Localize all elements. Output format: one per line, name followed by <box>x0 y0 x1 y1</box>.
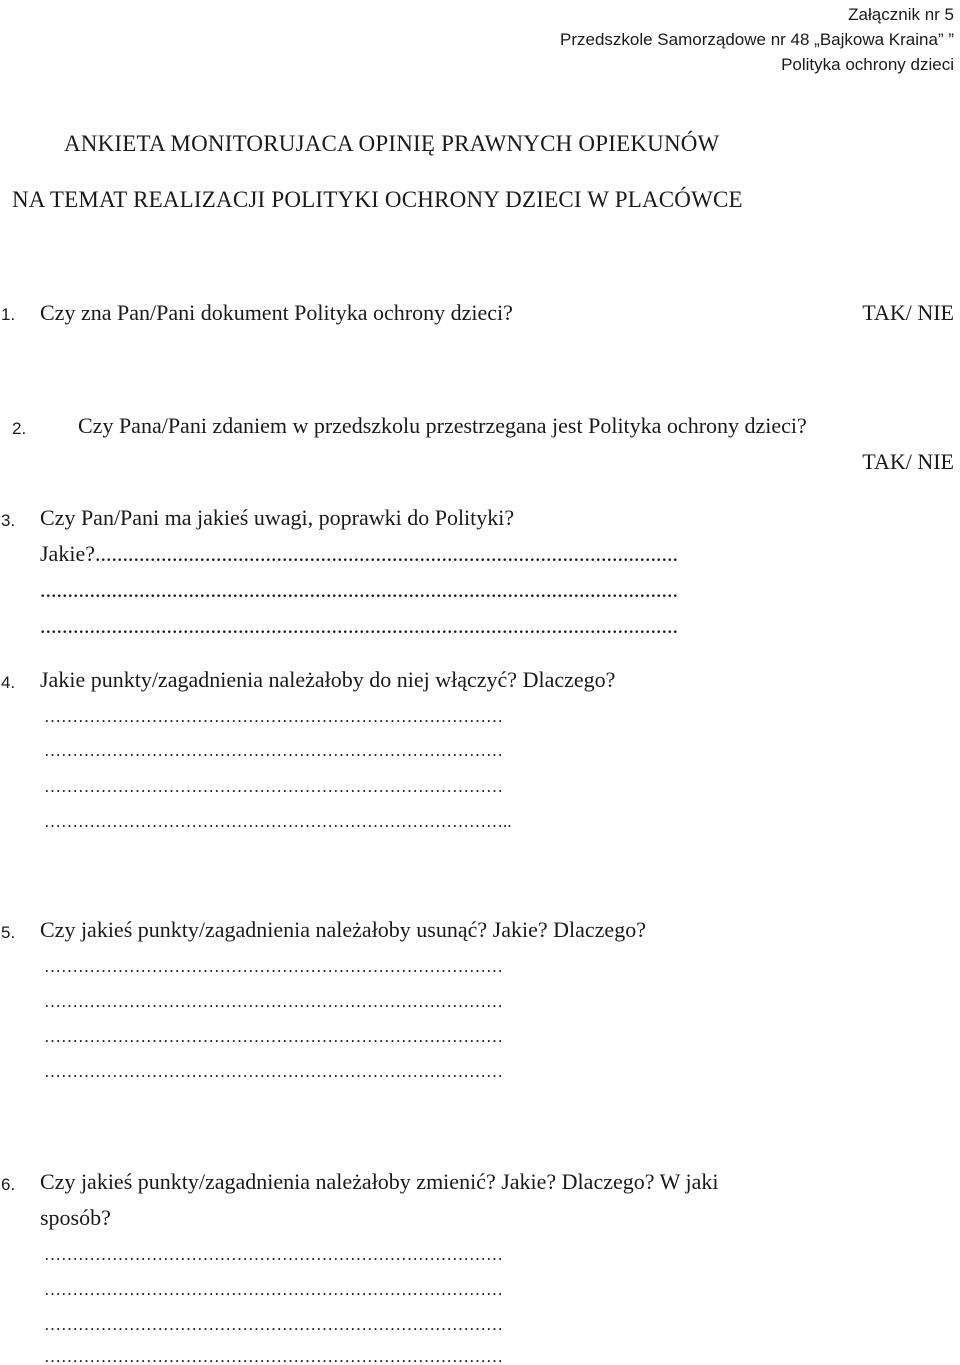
answer-line: .................................................................................................................... <box>40 615 678 637</box>
answer-line: ……………………………………………………………………… <box>44 1246 503 1263</box>
answer-line: ……………………………………………………………………… <box>44 1063 503 1080</box>
answer-line: ……………………………………………………………………… <box>44 1348 503 1365</box>
answer-line: ……………………………………………………………………… <box>44 742 503 759</box>
answer-line: ……………………………………………………………………… <box>44 778 503 795</box>
answer-line: ……………………………………………………………………… <box>44 993 503 1010</box>
question-number: 2. <box>12 419 27 438</box>
question-number: 1. <box>1 305 16 324</box>
header-policy: Polityka ochrony dzieci <box>781 55 954 74</box>
answer-options: TAK/ NIE <box>862 300 954 325</box>
question-text: Czy Pana/Pani zdaniem w przedszkolu przestrzegana jest Polityka ochrony dzieci? <box>78 413 807 438</box>
question-number: 3. <box>1 511 16 530</box>
answer-line: ……………………………………………………………………… <box>44 1316 503 1333</box>
question-text: Czy zna Pan/Pani dokument Polityka ochrony dzieci? <box>40 300 513 325</box>
answer-line: .................................................................................................................... <box>40 579 678 601</box>
answer-line: ……………………………………………………………………… <box>44 708 503 725</box>
question-text: Czy Pan/Pani ma jakieś uwagi, poprawki do Polityki? <box>40 505 515 530</box>
question-text: Jakie punkty/zagadnienia należałoby do niej włączyć? Dlaczego? <box>40 667 616 692</box>
survey-title-line-1: ANKIETA MONITORUJACA OPINIĘ PRAWNYCH OPIEKUNÓW <box>64 131 720 156</box>
question-number: 4. <box>1 673 16 692</box>
header-attachment: Załącznik nr 5 <box>848 5 954 24</box>
header-institution: Przedszkole Samorządowe nr 48 „Bajkowa Kraina” ” <box>559 30 954 49</box>
answer-line: Jakie?.......................................................................................................... <box>40 543 678 565</box>
survey-title-line-2: NA TEMAT REALIZACJI POLITYKI OCHRONY DZIECI W PLACÓWCE <box>12 187 743 212</box>
question-number: 6. <box>1 1175 16 1194</box>
answer-line: ……………………………………………………………………… <box>44 958 503 975</box>
answer-line: ……………………………………………………………………… <box>44 1281 503 1298</box>
answer-line: ……………………………………………………………………….. <box>44 813 512 830</box>
question-text: sposób? <box>40 1205 111 1230</box>
answer-line: ……………………………………………………………………… <box>44 1028 503 1045</box>
question-number: 5. <box>1 923 16 942</box>
answer-options: TAK/ NIE <box>862 449 954 474</box>
question-text: Czy jakieś punkty/zagadnienia należałoby zmienić? Jakie? Dlaczego? W jaki <box>40 1169 719 1194</box>
question-text: Czy jakieś punkty/zagadnienia należałoby usunąć? Jakie? Dlaczego? <box>40 917 646 942</box>
